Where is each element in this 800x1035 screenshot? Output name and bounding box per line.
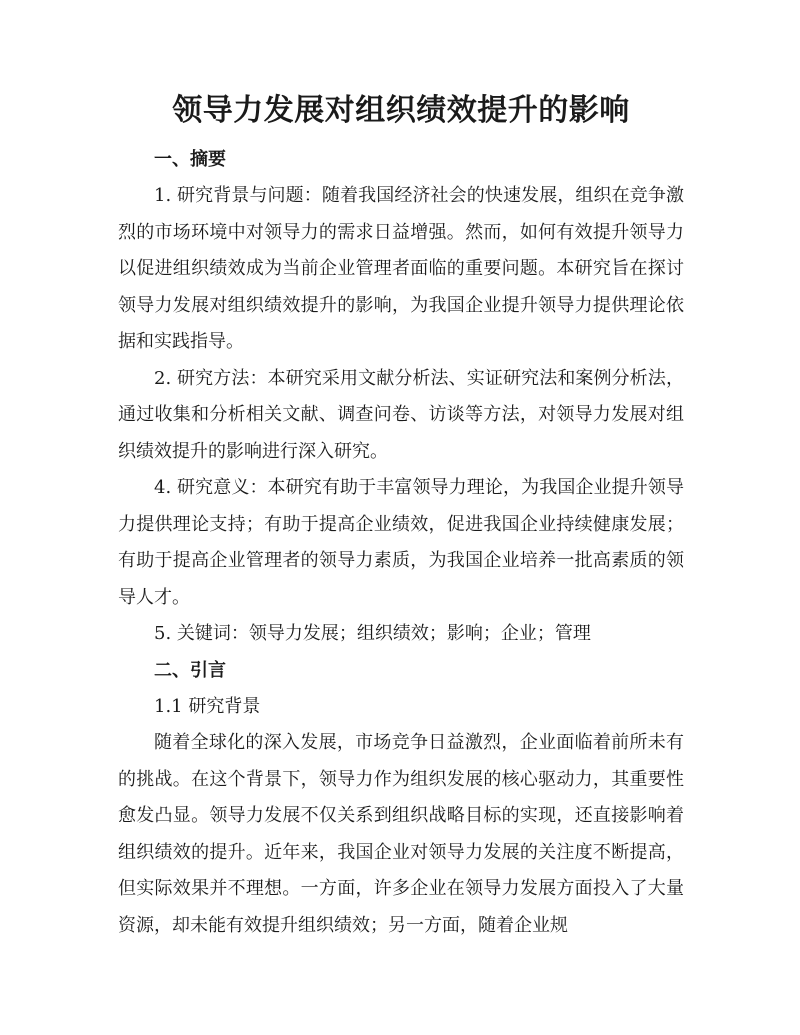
abstract-item-4: 4. 研究意义：本研究有助于丰富领导力理论，为我国企业提升领导力提供理论支持；有助于提高企业绩效，促进我国企业持续健康发展；有助于提高企业管理者的领导力素质，为我国企业培养一批高素质的领导人才。	[118, 477, 684, 608]
document-page	[118, 86, 684, 944]
section-heading-introduction: 二、引言	[154, 659, 226, 681]
abstract-item-1: 1. 研究背景与问题：随着我国经济社会的快速发展，组织在竞争激烈的市场环境中对领导力的需求日益增强。然而，如何有效提升领导力以促进组织绩效成为当前企业管理者面临的重要问题。本研究旨在探讨领导力发展对组织绩效提升的影响，为我国企业提升领导力提供理论依据和实践指导。	[118, 185, 684, 352]
abstract-item-2: 2. 研究方法：本研究采用文献分析法、实证研究法和案例分析法，通过收集和分析相关文献、调查问卷、访谈等方法，对领导力发展对组织绩效提升的影响进行深入研究。	[118, 367, 684, 462]
background-paragraph: 随着全球化的深入发展，市场竞争日益激烈，企业面临着前所未有的挑战。在这个背景下，领导力作为组织发展的核心驱动力，其重要性愈发凸显。领导力发展不仅关系到组织战略目标的实现，还直接影响着组织绩效的提升。近年来，我国企业对领导力发展的关注度不断提高，但实际效果并不理想。一方面，许多企业在领导力发展方面投入了大量资源，却未能有效提升组织绩效；另一方面，随着企业规	[118, 732, 684, 936]
subsection-heading-background: 1.1 研究背景	[154, 695, 261, 717]
document-title: 领导力发展对组织绩效提升的影响	[172, 93, 630, 128]
section-heading-abstract: 一、摘要	[154, 149, 226, 170]
abstract-keywords: 5. 关键词：领导力发展；组织绩效；影响；企业；管理	[154, 623, 591, 644]
